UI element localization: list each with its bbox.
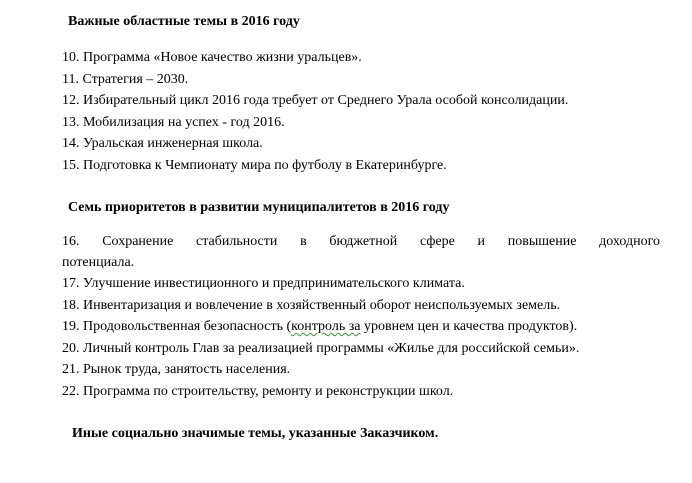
list-item-16-continuation: потенциала.: [62, 255, 135, 270]
spellcheck-underlined-text: контроль за: [291, 319, 361, 334]
section-heading-municipal-priorities: Семь приоритетов в развитии муниципалитетов в 2016 году: [68, 200, 450, 215]
section-heading-other-topics: Иные социально значимые темы, указанные Заказчиком.: [72, 426, 439, 441]
list-item: 18. Инвентаризация и вовлечение в хозяйственный оборот неиспользуемых земель.: [62, 298, 561, 313]
word: повышение: [507, 234, 577, 249]
word: Сохранение: [102, 234, 174, 249]
word: стабильности: [196, 234, 278, 249]
list-item: 20. Личный контроль Глав за реализацией программы «Жилье для российской семьи».: [62, 341, 580, 356]
list-item: 15. Подготовка к Чемпионату мира по футболу в Екатеринбурге.: [62, 158, 447, 173]
word: сфере: [419, 234, 455, 249]
list-item: [62, 319, 577, 335]
word: 16.: [62, 234, 80, 249]
word: и: [477, 234, 486, 249]
list-item-16: [62, 234, 660, 250]
list-item-text: 19. Продовольственная безопасность (: [62, 319, 292, 334]
list-item-text: уровнем цен и качества продуктов).: [360, 319, 578, 334]
list-item: 14. Уральская инженерная школа.: [62, 136, 263, 151]
list-item: 10. Программа «Новое качество жизни уральцев».: [62, 50, 362, 65]
list-item-16-line: [62, 234, 660, 250]
word: доходного: [599, 234, 660, 249]
list-item: 12. Избирательный цикл 2016 года требует от Среднего Урала особой консолидации.: [62, 93, 569, 108]
list-item: 17. Улучшение инвестиционного и предпринимательского климата.: [62, 276, 465, 291]
word: в: [300, 234, 307, 249]
list-item: 13. Мобилизация на успех - год 2016.: [62, 115, 285, 130]
list-item: 22. Программа по строительству, ремонту и реконструкции школ.: [62, 384, 454, 399]
word: бюджетной: [329, 234, 398, 249]
section-heading-regional-topics: Важные областные темы в 2016 году: [68, 14, 300, 29]
list-item: 11. Стратегия – 2030.: [62, 72, 189, 87]
list-item: 21. Рынок труда, занятость населения.: [62, 362, 291, 377]
